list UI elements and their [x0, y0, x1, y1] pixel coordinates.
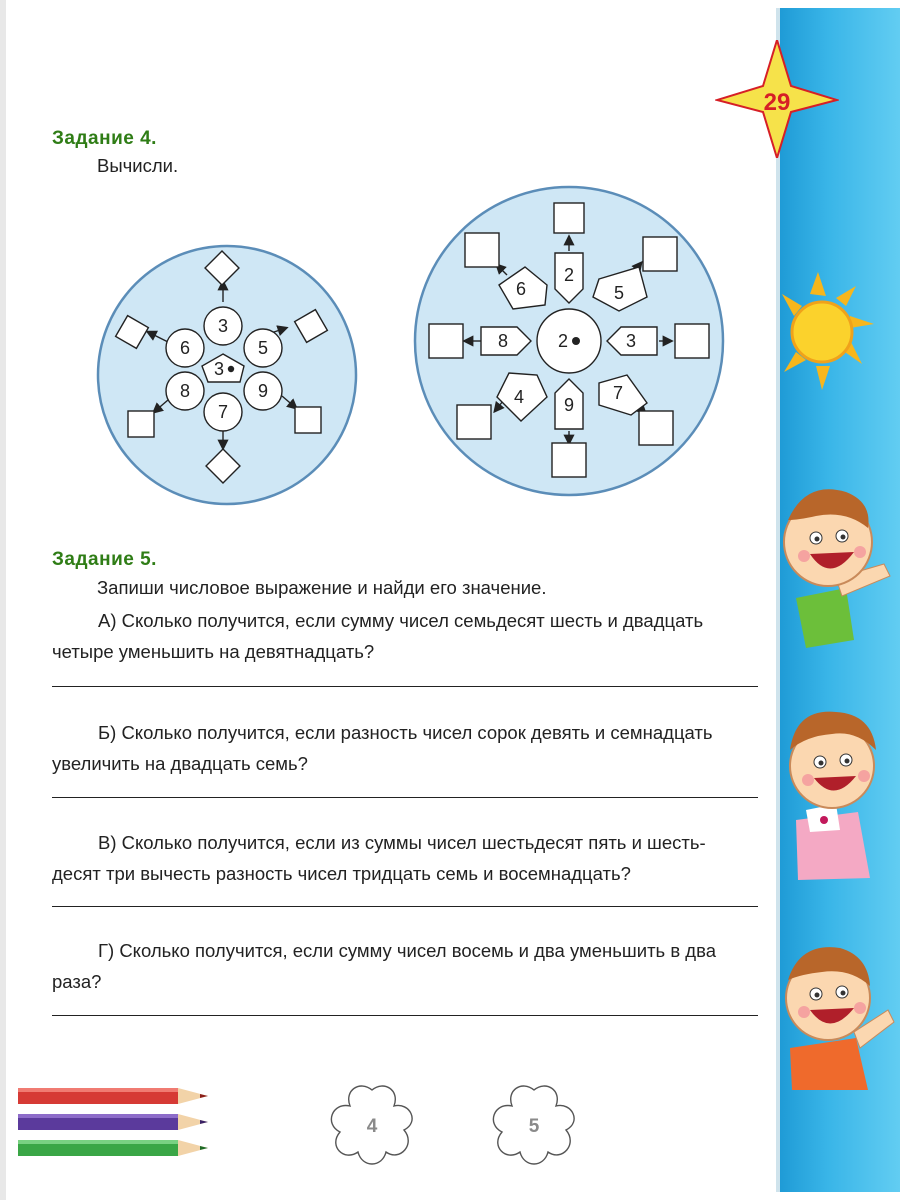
question-c-line1: В) Сколько получится, если из суммы чисел шестьдесят пять и шесть-: [98, 832, 706, 853]
petal-label: 9: [257, 381, 269, 401]
arm-label: 8: [497, 331, 509, 351]
question-c: [52, 827, 766, 889]
question-a: [52, 605, 766, 667]
answer-box: [465, 233, 499, 267]
large-wheel-diagram: [413, 185, 725, 497]
flower-page-4: [328, 1082, 416, 1166]
petal-label: 3: [217, 316, 229, 336]
answer-box: [128, 411, 154, 437]
answer-line-c[interactable]: [52, 906, 758, 907]
center-dot: [572, 337, 580, 345]
center-label: 2: [557, 331, 569, 351]
question-a-line1: А) Сколько получится, если сумму чисел семьдесят шесть и двадцать: [98, 610, 704, 631]
cartoon-girl-icon: [776, 700, 898, 880]
arm-label: 7: [612, 383, 624, 403]
task4-heading: Задание 4.: [52, 128, 157, 149]
center-label: 3: [213, 359, 225, 379]
small-wheel-diagram: [96, 244, 358, 506]
answer-box: [457, 405, 491, 439]
task5-heading: Задание 5.: [52, 549, 157, 570]
question-d-line2: раза?: [52, 971, 102, 992]
arm-label: 2: [563, 265, 575, 285]
arm-label: 9: [563, 395, 575, 415]
page-edge: [0, 0, 6, 1200]
arm-label: 3: [625, 331, 637, 351]
question-d-line1: Г) Сколько получится, если сумму чисел восемь и два уменьшить в два: [98, 940, 716, 961]
answer-box: [554, 203, 584, 233]
task4-instruction: Вычисли.: [97, 155, 179, 176]
flower-page-5: [490, 1082, 578, 1166]
question-b-line2: увеличить на двадцать семь?: [52, 753, 308, 774]
answer-line-d[interactable]: [52, 1015, 758, 1016]
answer-box: [552, 443, 586, 477]
pencils-decoration: [14, 1082, 214, 1164]
page-number: 29: [763, 89, 791, 116]
center-dot: [228, 366, 234, 372]
answer-line-b[interactable]: [52, 797, 758, 798]
flower-number: 4: [366, 1116, 378, 1137]
answer-box: [639, 411, 673, 445]
petal-label: 8: [179, 381, 191, 401]
answer-box: [429, 324, 463, 358]
petal-label: 5: [257, 338, 269, 358]
task5-instruction: Запиши числовое выражение и найди его значение.: [97, 577, 547, 598]
answer-box: [675, 324, 709, 358]
arm-label: 5: [613, 283, 625, 303]
question-b-line1: Б) Сколько получится, если разность чисел сорок девять и семнадцать: [98, 722, 713, 743]
flower-number: 5: [528, 1116, 540, 1137]
arm-label: 4: [513, 387, 525, 407]
petal-label: 7: [217, 402, 229, 422]
petal-label: 6: [179, 338, 191, 358]
arm-label: 6: [515, 279, 527, 299]
page-number-star: [715, 40, 839, 158]
sun-icon: [776, 272, 876, 392]
question-a-line2: четыре уменьшить на девятнадцать?: [52, 641, 375, 662]
answer-box: [643, 237, 677, 271]
answer-box: [295, 407, 321, 433]
cartoon-boy2-icon: [776, 940, 898, 1090]
cartoon-boy-icon: [776, 480, 898, 650]
answer-line-a[interactable]: [52, 686, 758, 687]
question-d: [52, 935, 766, 997]
question-b: [52, 717, 766, 779]
question-c-line2: десят три вычесть разность чисел тридцать семь и восемнадцать?: [52, 863, 631, 884]
